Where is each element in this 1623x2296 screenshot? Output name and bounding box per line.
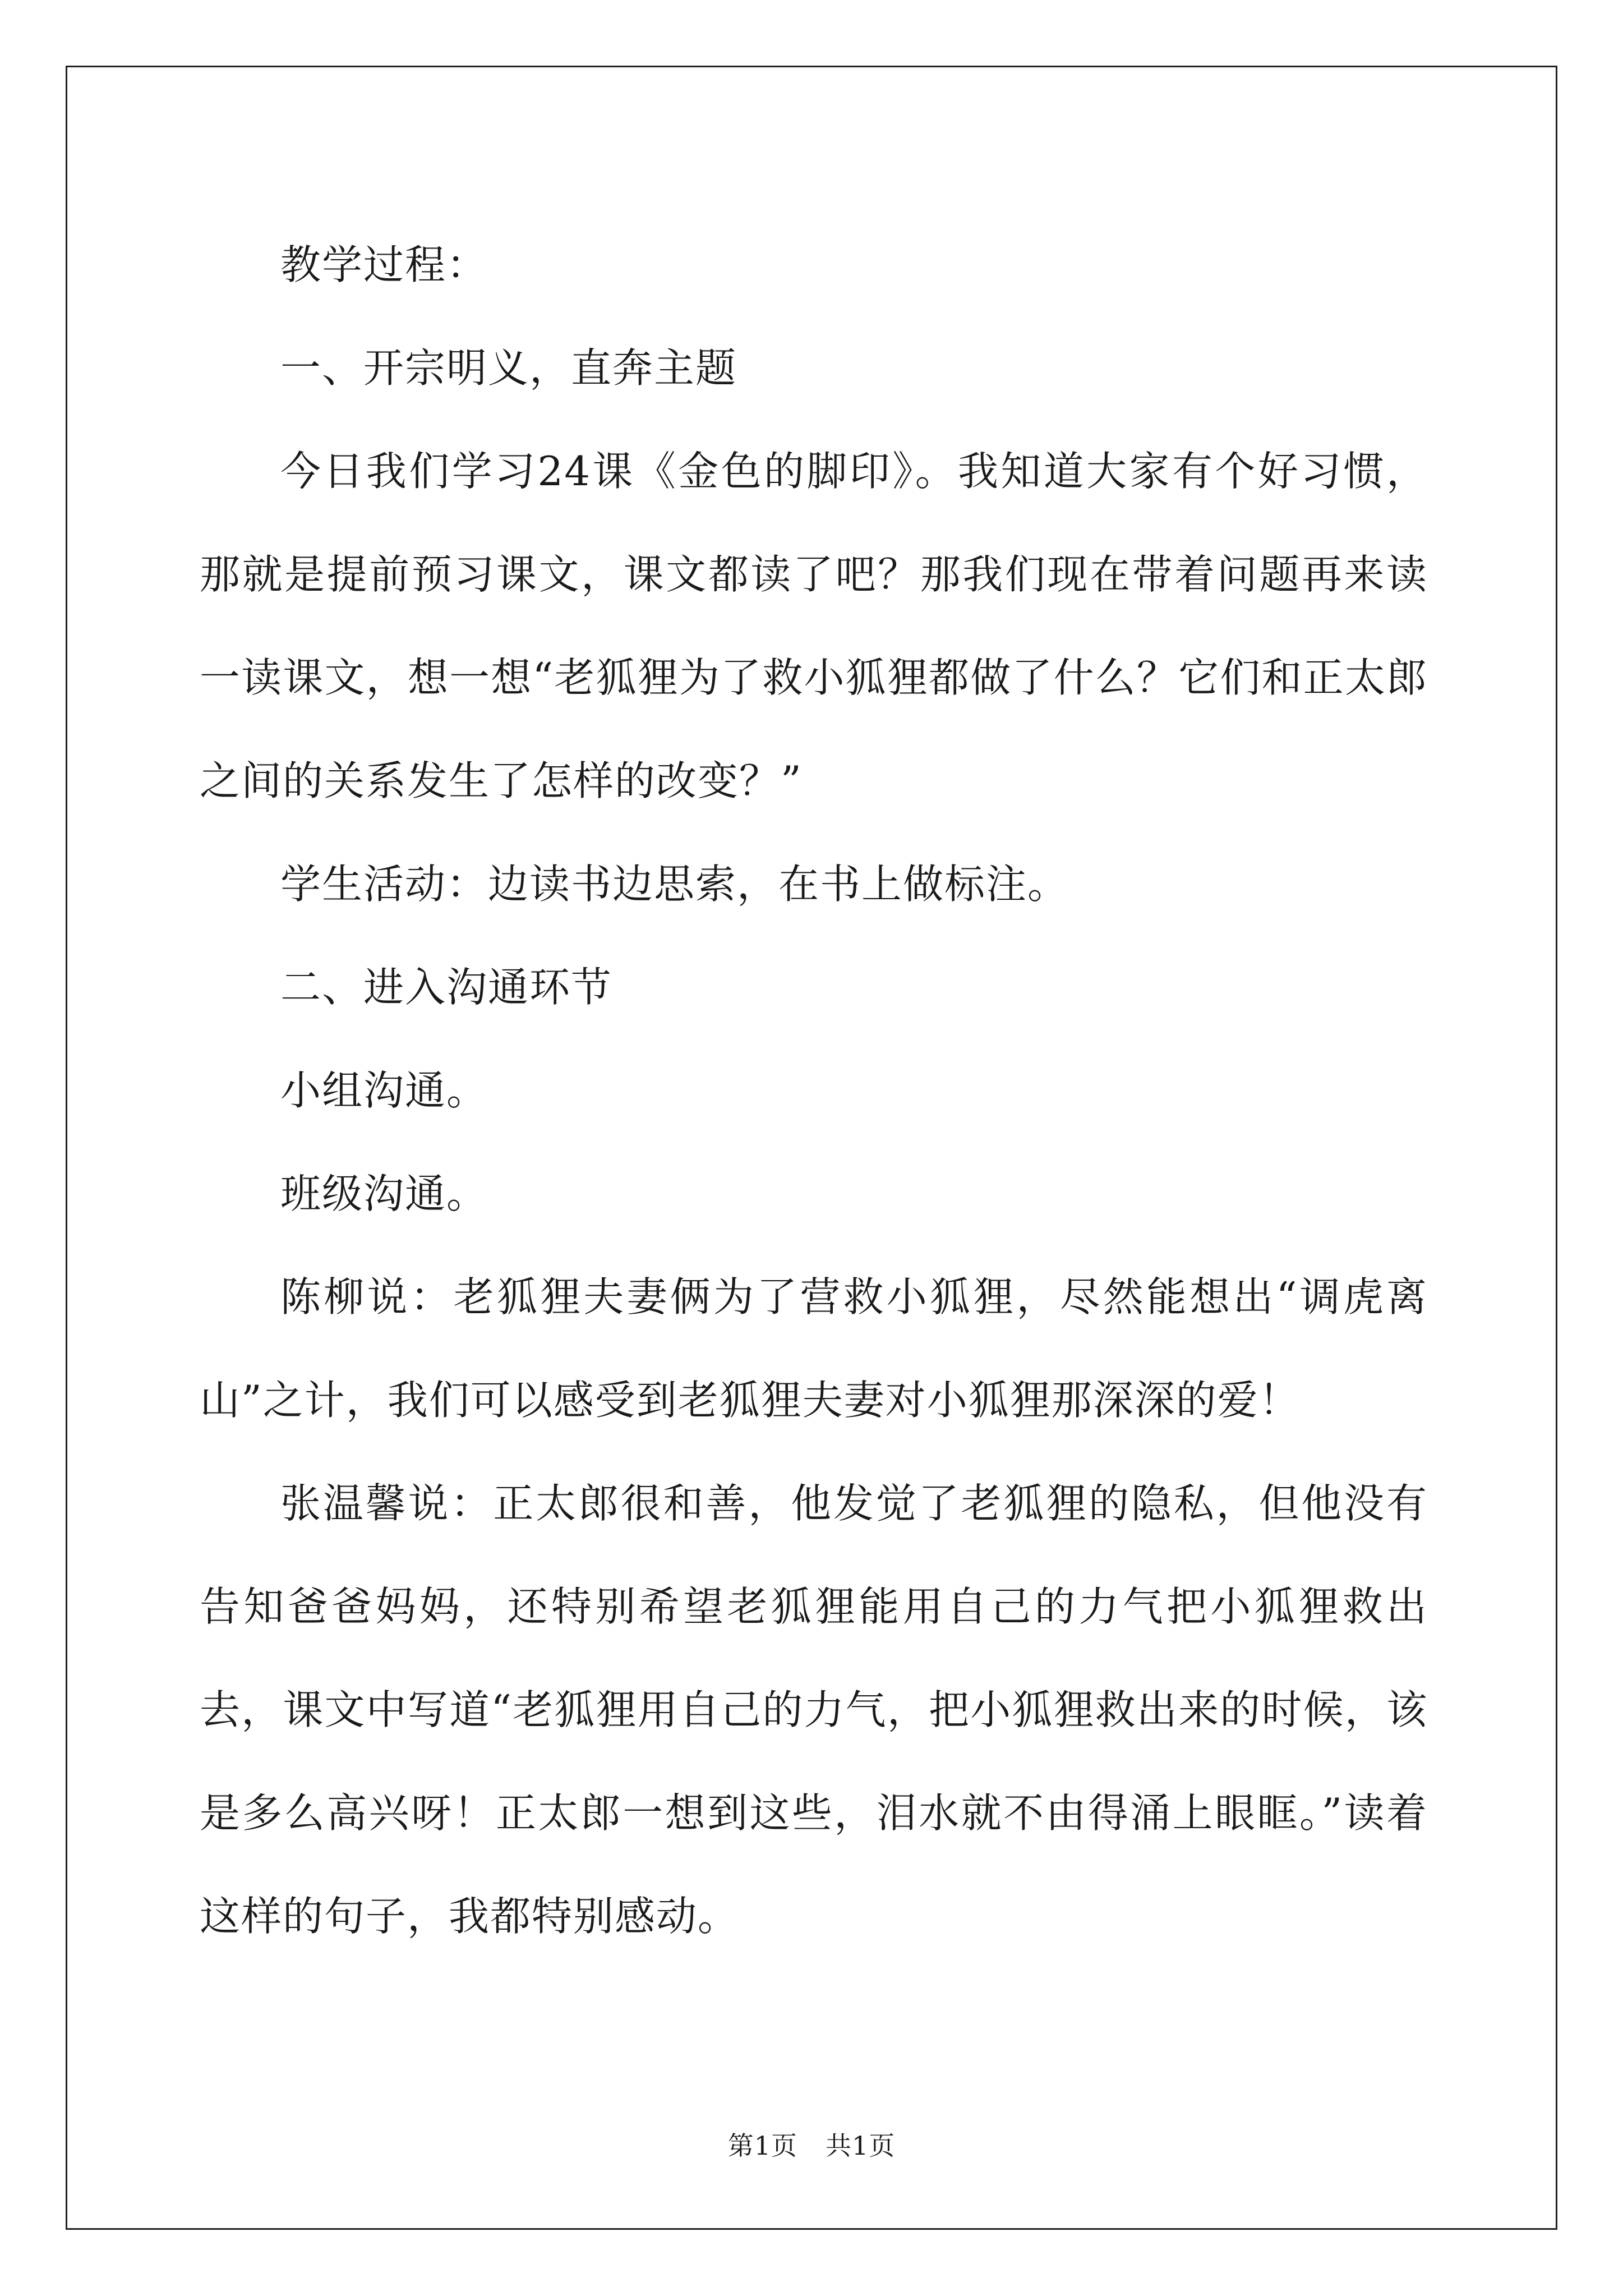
body-paragraph: 学生活动：边读书边思索，在书上做标注。 [280,861,1069,908]
section-heading-2: 二、进入沟通环节 [280,964,613,1011]
body-paragraph: 今日我们学习24课《金色的脚印》。我知道大家有个好习惯，那就是提前预习课文，课文都读了吧？那我们现在带着问题再来读一读课文，想一想“老狐狸为了救小狐狸都做了什么？它们和正太郎之间的关系发生了怎样的改变？” [200,448,1428,804]
body-paragraph: 张温馨说：正太郎很和善，他发觉了老狐狸的隐私，但他没有告知爸爸妈妈，还特别希望老狐狸能用自己的力气把小狐狸救出去，课文中写道“老狐狸用自己的力气，把小狐狸救出来的时候，该是多么高兴呀！正太郎一想到这些，泪水就不由得涌上眼眶。”读着这样的句子，我都特别感动。 [200,1480,1428,1940]
section-label-teaching-process: 教学过程： [280,241,488,288]
body-paragraph: 班级沟通。 [280,1170,488,1217]
page-footer [0,2129,1623,2162]
page-number-current: 第1页 [727,2131,797,2161]
body-paragraph: 陈柳说：老狐狸夫妻俩为了营救小狐狸，尽然能想出“调虎离山”之计，我们可以感受到老狐狸夫妻对小狐狸那深深的爱！ [200,1273,1428,1424]
section-heading-1: 一、开宗明义，直奔主题 [280,344,737,392]
body-paragraph: 小组沟通。 [280,1067,488,1114]
document-body [200,213,1428,1968]
page-number-total: 共1页 [826,2131,896,2161]
